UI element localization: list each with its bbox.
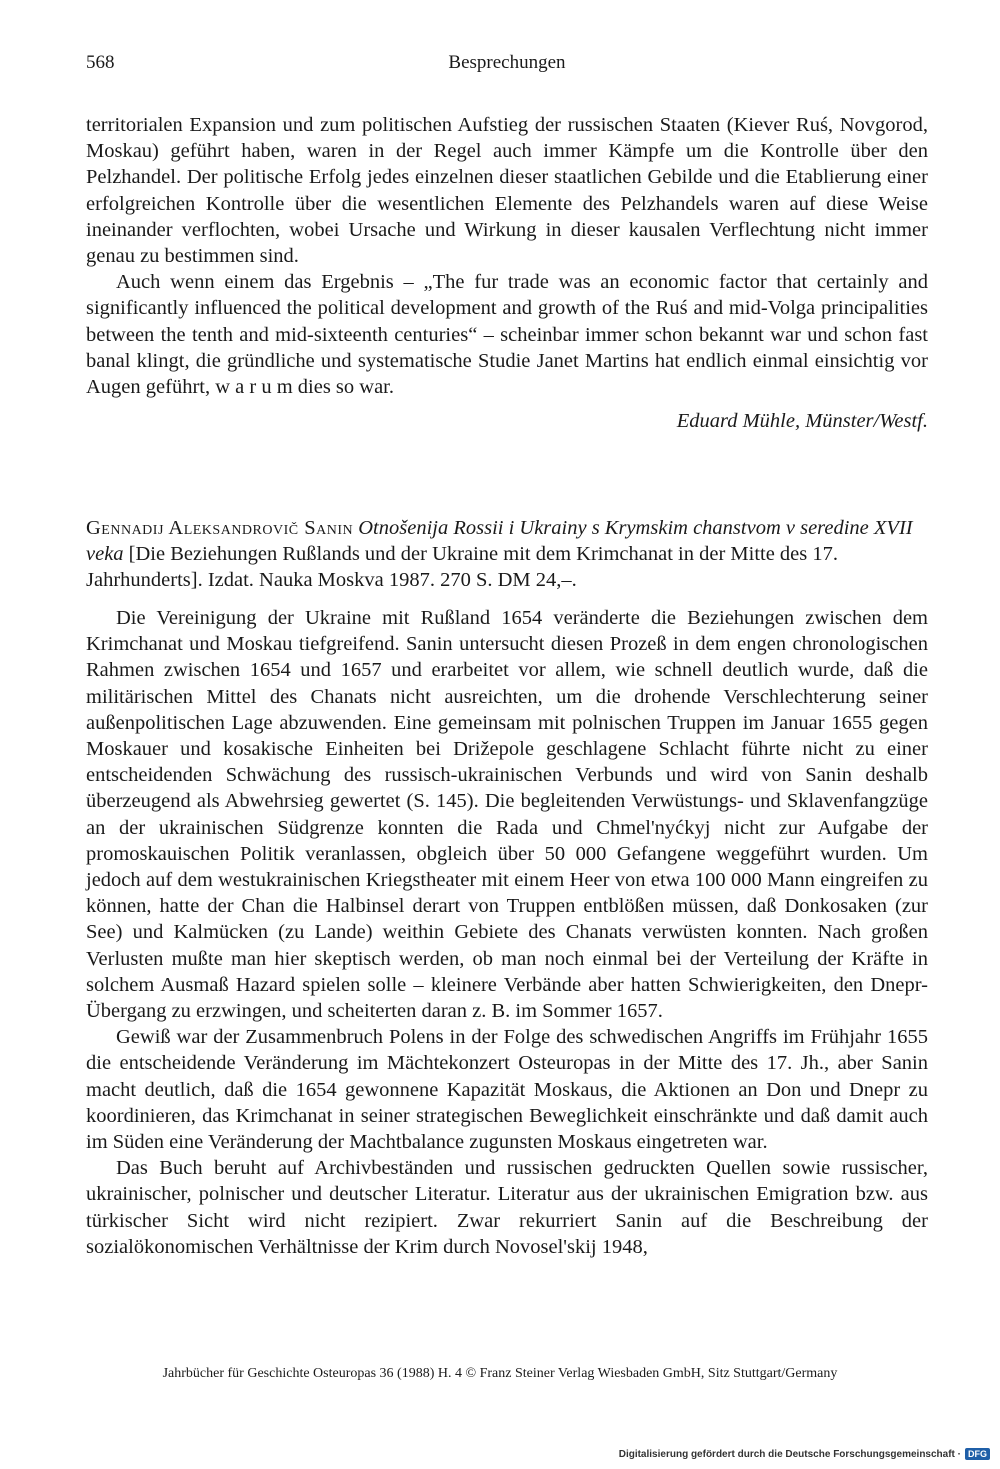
dfg-logo: DFG: [965, 1448, 990, 1460]
review-2-paragraph-1: Die Vereinigung der Ukraine mit Rußland 1654 veränderte die Beziehungen zwischen dem Krimchanat und Moskau tiefgreifend. Sanin untersucht diesen Prozeß in dem engen chronologischen Rahmen zwischen 1654 und 1657 und erarbeitet vor allem, wie schnell deutlich wurde, daß die militärischen Mittel des Chanats nicht ausreichten, um die drohende Verschlechterung seiner außenpolitischen Lage abzuwenden. Eine gemeinsam mit polnischen Truppen im Januar 1655 gegen Moskauer und kosakische Einheiten bei Drižepole geschlagene Schlacht führte nicht zu einer entscheidenden Schwächung des russisch-ukrainischen Verbunds und wird von Sanin deshalb überzeugend als Abwehrsieg gewertet (S. 145). Die begleitenden Verwüstungs- und Sklavenfangzüge an der ukrainischen Südgrenze konnten die Rada und Chmel'nyćkyj nicht zur Aufgabe der promoskauischen Politik veranlassen, obgleich über 50 000 Gefangene weggeführt wurden. Um jedoch auf dem westukrainischen Kriegstheater mit einem Heer von etwa 100 000 Mann eingreifen zu können, hatte der Chan die Halbinsel derart von Truppen entblößen müssen, daß Donkosaken (zur See) und Kalmücken (zu Lande) weithin Gebiete des Chanats verwüsten konnten. Nach großen Verlusten mußte man hier skeptisch werden, ob man noch einmal bei der Verteilung der Kräfte in solchem Ausmaß Hazard spielen solle – kleinere Verbände aber hatten Schwierigkeiten, den Dnepr-Übergang zu erzwingen, und scheiterten daran z. B. im Sommer 1657.: [86, 607, 928, 1023]
page-number: 568: [86, 52, 115, 73]
journal-footer: Jahrbücher für Geschichte Osteuropas 36 (1988) H. 4 © Franz Steiner Verlag Wiesbaden GmbH, Sitz Stuttgart/Germany: [162, 1366, 838, 1381]
book-title: Otnošenija Rossii i Ukrainy s Krymskim chanstvom v seredine XVII veka: [86, 517, 913, 566]
digitization-note: [619, 1448, 990, 1460]
book-author: Gennadij Aleksandrovič Sanin: [86, 517, 354, 539]
review-2-paragraph-3: Das Buch beruht auf Archivbeständen und russischen gedruckten Quellen sowie russischer, ukrainischer, polnischer und deutscher Literatur. Literatur aus der ukrainischen Emigration bzw. aus türkischer Sicht wird nicht rezipiert. Zwar rekurriert Sanin auf die Beschreibung der sozialökonomischen Verhältnisse der Krim durch Novosel'skij 1948,: [86, 1157, 928, 1258]
review-1-paragraph-2: Auch wenn einem das Ergebnis – „The fur trade was an economic factor that certainly and significantly influenced the political development and growth of the Ruś and mid-Volga principalities between the tenth and mid-sixteenth centuries“ – scheinbar immer schon bekannt war und schon fast banal klingt, die gründliche und systematische Studie Janet Martins hat endlich einmal einsichtig vor Augen geführt, w a r u m dies so war.: [86, 271, 928, 399]
review-2-body: [86, 605, 928, 1260]
review-2-heading: [86, 515, 928, 594]
reviewer-signature: Eduard Mühle, Münster/Westf.: [676, 410, 928, 432]
digitization-text: Digitalisierung gefördert durch die Deutsche Forschungsgemeinschaft ·: [618, 1448, 961, 1460]
review-1-body: [86, 112, 928, 400]
page-header: [86, 52, 928, 82]
book-details: [Die Beziehungen Rußlands und der Ukraine mit dem Krimchanat in der Mitte des 17. Jahrhunderts]. Izdat. Nauka Moskva 1987. 270 S. DM 24,–.: [86, 543, 839, 592]
review-1-paragraph-1: territorialen Expansion und zum politischen Aufstieg der russischen Staaten (Kiever Ruś, Novgorod, Moskau) geführt haben, waren in der Regel auch immer Kämpfe um die Kontrolle über den Pelzhandel. Der politische Erfolg jedes einzelnen dieser staatlichen Gebilde und die Etablierung einer erfolgreichen Kontrolle über die wesentlichen Elemente des Pelzhandels waren auf diese Weise ineinander verflochten, wobei Ursache und Wirkung in dieser kausalen Verflechtung nicht immer genau zu bestimmen sind.: [86, 114, 928, 268]
review-2-paragraph-2: Gewiß war der Zusammenbruch Polens in der Folge des schwedischen Angriffs im Frühjahr 1655 die entscheidende Veränderung im Mächtekonzert Osteuropas in der Mitte des 17. Jh., aber Sanin macht deutlich, daß die 1654 gewonnene Kapazität Moskaus, die Aktionen an Don und Dnepr zu koordinieren, das Krimchanat in seiner strategischen Beweglichkeit einschränkte und daß damit auch im Süden eine Veränderung der Machtbalance zugunsten Moskaus eingetreten war.: [86, 1026, 928, 1154]
running-head: Besprechungen: [448, 52, 566, 73]
